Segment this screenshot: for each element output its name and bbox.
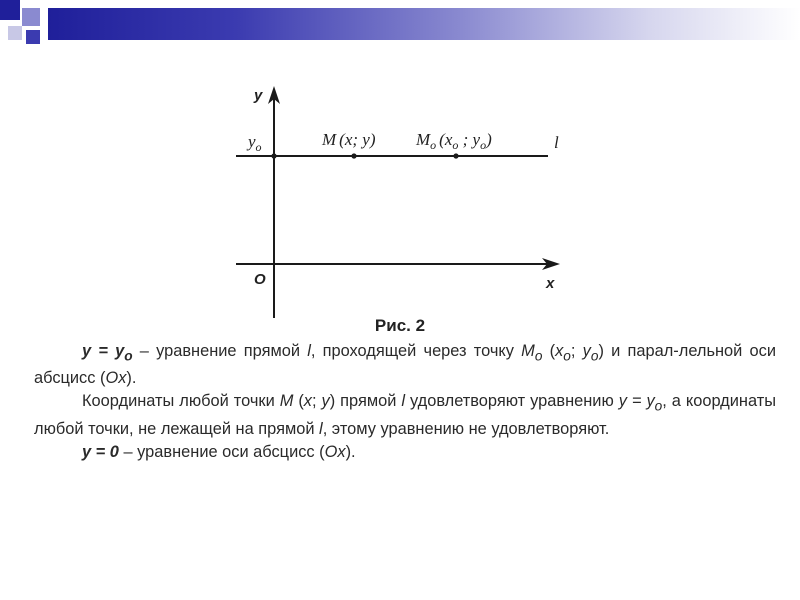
origin-label: O [254,271,266,288]
figure-caption: Рис. 2 [374,316,426,335]
body-text [34,340,776,464]
point-y0 [271,153,276,158]
x-axis-label: x [546,275,555,292]
line-l-label: l [554,133,559,152]
equation-y-0: y = 0 [82,442,119,461]
point-m0-label: $M_o$ ($x_o$ ; $y_o$) [416,130,492,152]
paragraph-2: Координаты любой точки M (x; y) прямой l удовлетворяют уравнению $y = y_o$, а координаты любой точки, не лежащей на прямой l, этому уравнению не удовлетворяют. [34,392,776,438]
point-m [351,153,356,158]
point-m-label: M (x; y) [322,130,376,149]
point-m0 [453,153,458,158]
y0-label: $y_o$ [248,132,262,154]
paragraph-3: y = 0 – уравнение оси абсцисс (Ox). [82,442,356,461]
equation-y-y0: $y = y_o$ [82,342,133,364]
y-axis-label: y [254,87,263,104]
paragraph-1: $y = y_o$ – уравнение прямой l, проходящей через точку $M_o$ ($x_o$; $y_o$) и парал-лельной оси абсцисс (Ox). [34,342,776,388]
